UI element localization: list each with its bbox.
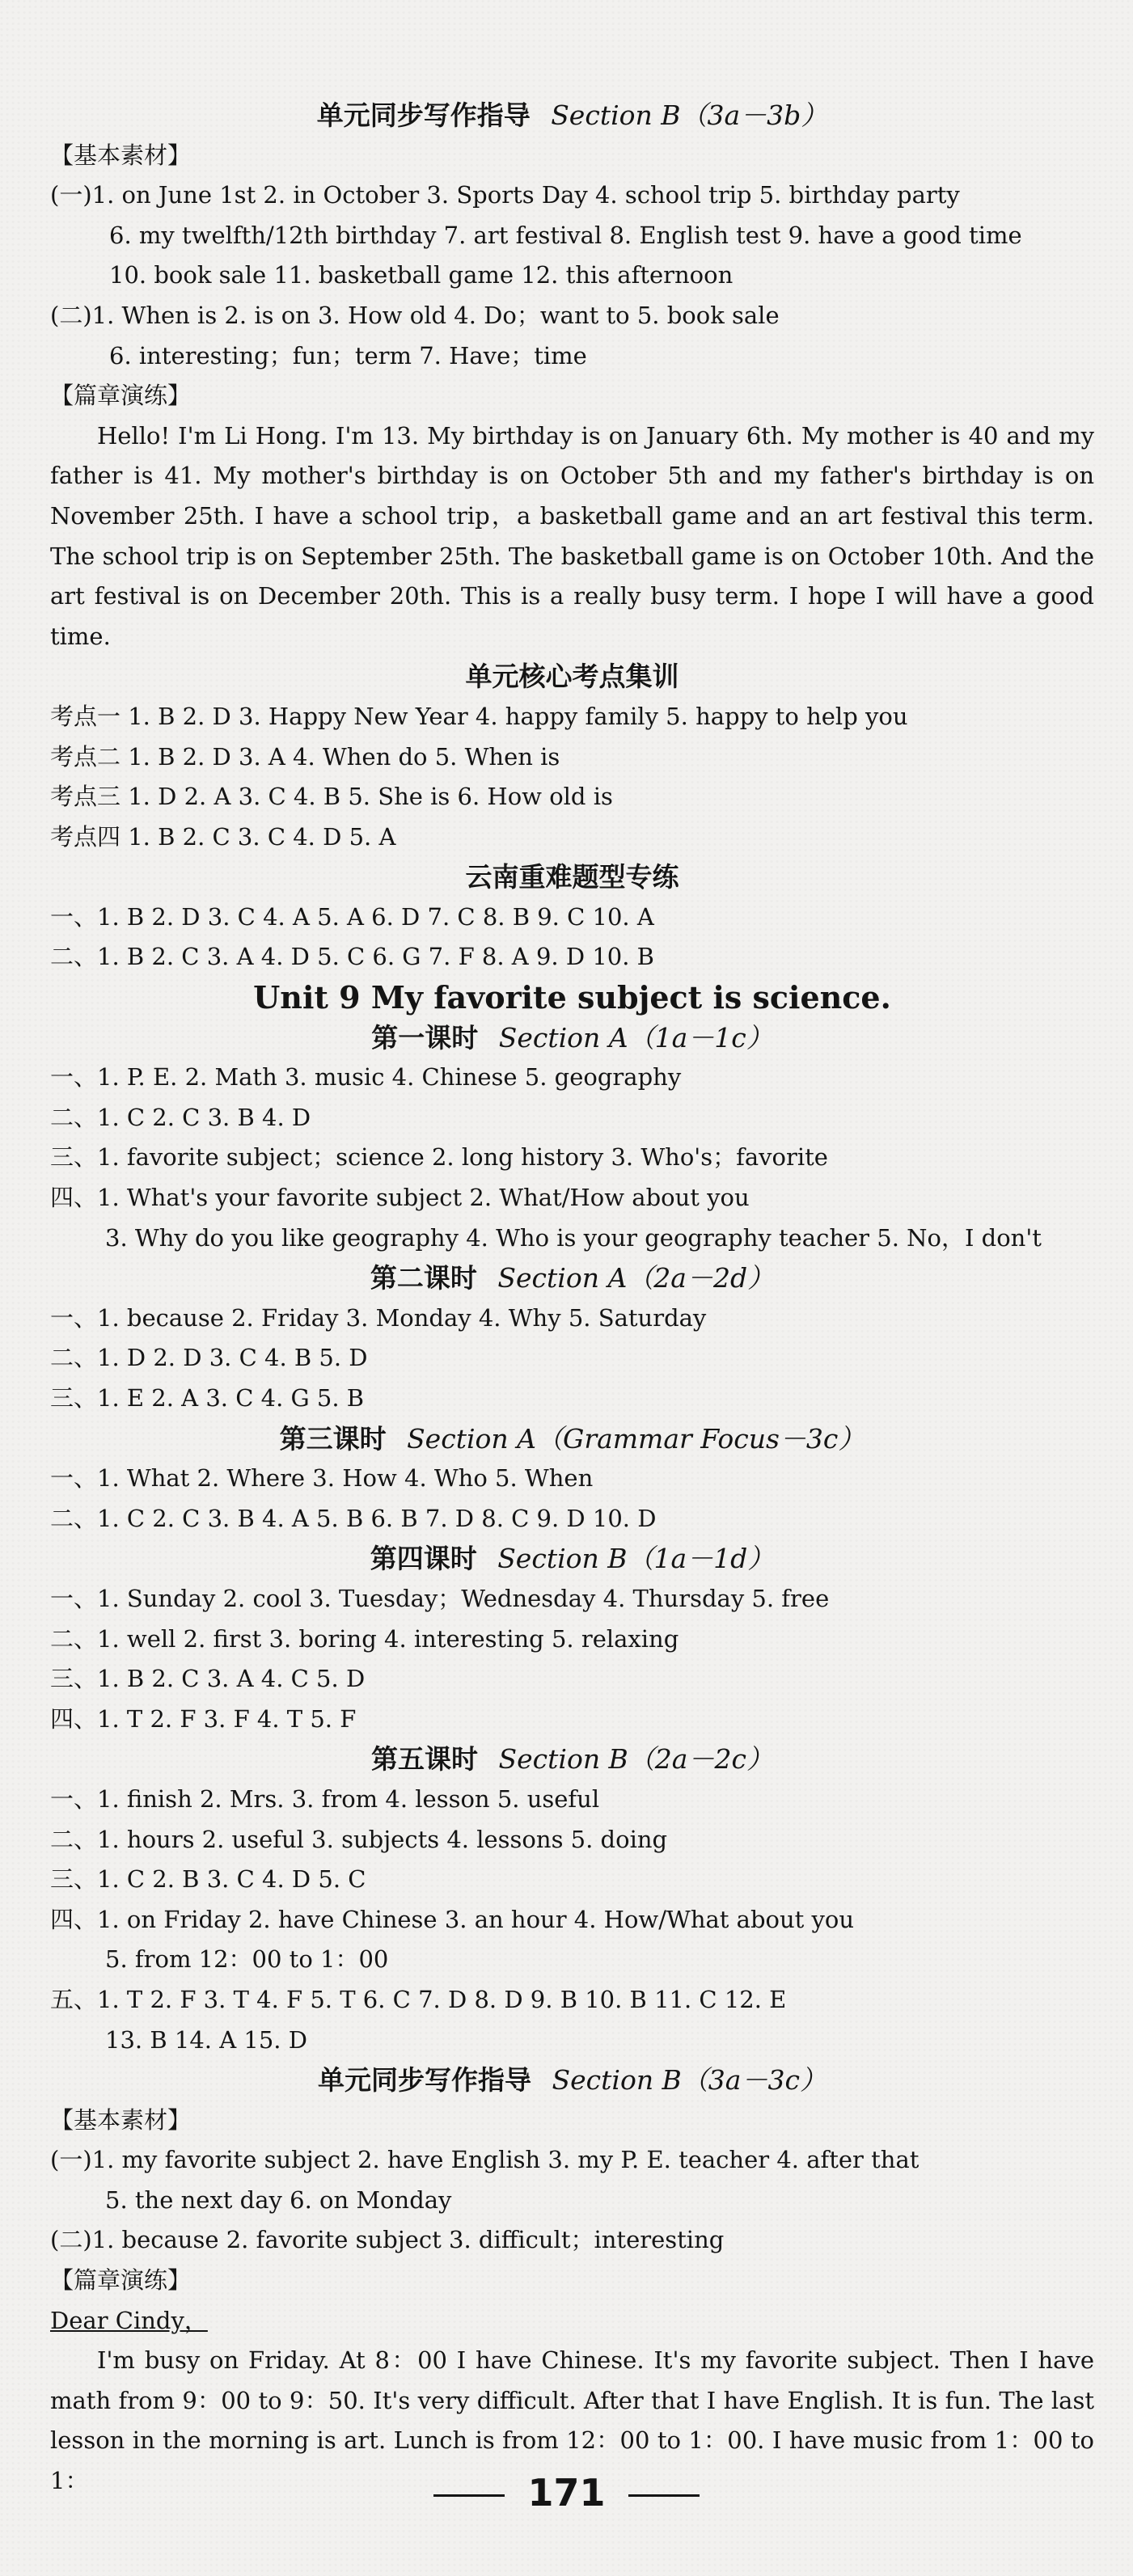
section-title-yunnan-practice: 云南重难题型专练: [465, 861, 679, 893]
answer-line: 一、1. finish 2. Mrs. 3. from 4. lesson 5. useful: [50, 1784, 600, 1813]
essay-label: 【篇章演练】: [50, 382, 192, 410]
lesson-subtitle: Section A（Grammar Focus－3c）: [407, 1422, 865, 1455]
answer-line: 二、1. D 2. D 3. C 4. B 5. D: [50, 1344, 368, 1372]
material-label: 【基本素材】: [50, 141, 192, 169]
salutation: [50, 2301, 1094, 2342]
answer-line: 6. interesting；fun；term 7. Have；time: [109, 341, 587, 370]
lesson-title-text: 第三课时: [279, 1422, 387, 1455]
answer-line: 二、1. C 2. C 3. B 4. A 5. B 6. B 7. D 8. C 9. D 10. D: [50, 1504, 657, 1532]
page-number-text: 171: [527, 2471, 606, 2515]
answer-line: 10. book sale 11. basketball game 12. this afternoon: [109, 261, 733, 289]
answer-line: 一、1. B 2. D 3. C 4. A 5. A 6. D 7. C 8. B 9. C 10. A: [50, 902, 654, 931]
answer-line: 6. my twelfth/12th birthday 7. art festival 8. English test 9. have a good time: [109, 221, 1022, 249]
answer-line: 5. from 12：00 to 1：00: [105, 1945, 389, 1974]
lesson-title-text: 第五课时: [371, 1743, 479, 1776]
lesson-subtitle: Section B（2a－2c）: [498, 1743, 773, 1776]
answer-line: 五、1. T 2. F 3. T 4. F 5. T 6. C 7. D 8. D 9. B 10. B 11. C 12. E: [50, 1985, 787, 2013]
answer-line: 四、1. T 2. F 3. F 4. T 5. F: [50, 1704, 357, 1733]
answer-line: 四、1. What's your favorite subject 2. What/How about you: [50, 1184, 750, 1212]
page-number-dash: [433, 2494, 505, 2497]
essay-label: 【篇章演练】: [50, 2266, 192, 2295]
answer-line: 三、1. favorite subject；science 2. long history 3. Who's；favorite: [50, 1143, 828, 1172]
answer-line: 三、1. B 2. C 3. A 4. C 5. D: [50, 1665, 366, 1693]
lesson-title-text: 第二课时: [370, 1262, 477, 1294]
lesson-subtitle: Section A（1a－1c）: [498, 1021, 773, 1054]
answer-line: 二、1. hours 2. useful 3. subjects 4. lessons 5. doing: [50, 1825, 668, 1853]
lesson-title-text: 第四课时: [370, 1543, 477, 1575]
answer-line: 考点四 1. B 2. C 3. C 4. D 5. A: [50, 822, 396, 851]
answer-line: 三、1. C 2. B 3. C 4. D 5. C: [50, 1865, 366, 1894]
lesson-title-text: 第一课时: [371, 1021, 479, 1054]
answer-line: 5. the next day 6. on Monday: [105, 2185, 452, 2214]
lesson-title: [50, 1539, 1094, 1579]
answer-line: 一、1. because 2. Friday 3. Monday 4. Why 5. Saturday: [50, 1303, 707, 1332]
answer-line: 3. Why do you like geography 4. Who is your geography teacher 5. No，I don't: [105, 1223, 1042, 1252]
section-title-text: 单元同步写作指导: [316, 99, 531, 131]
section-title-writing-guide: [50, 2060, 1094, 2101]
answer-line: 一、1. What 2. Where 3. How 4. Who 5. When: [50, 1464, 594, 1493]
answer-line: (二)1. because 2. favorite subject 3. difficult；interesting: [50, 2226, 725, 2254]
section-title-core-points: 单元核心考点集训: [465, 661, 679, 693]
answer-line: (二)1. When is 2. is on 3. How old 4. Do；want to 5. book sale: [50, 301, 780, 329]
answer-line: 二、1. B 2. C 3. A 4. D 5. C 6. G 7. F 8. A 9. D 10. B: [50, 943, 654, 971]
essay-paragraph: I'm busy on Friday. At 8：00 I have Chinese. It's my favorite subject. Then I have math from 9：00 to 9：50. It's very difficult. After that I have English. It is fun. The last lesson in the morning is art. Lunch is from 12：00 to 1：00. I have music from 1：00 to 1：: [50, 2346, 1094, 2495]
material-label: 【基本素材】: [50, 2105, 192, 2134]
lesson-title: [50, 1258, 1094, 1299]
answer-line: 考点一 1. B 2. D 3. Happy New Year 4. happy family 5. happy to help you: [50, 702, 908, 730]
answer-line: 三、1. E 2. A 3. C 4. G 5. B: [50, 1384, 365, 1412]
answer-line: 二、1. C 2. C 3. B 4. D: [50, 1103, 311, 1131]
page-number: [0, 2471, 1133, 2515]
answer-line: 考点三 1. D 2. A 3. C 4. B 5. She is 6. How old is: [50, 783, 613, 811]
unit-title: Unit 9 My favorite subject is science.: [253, 979, 891, 1016]
answer-line: 四、1. on Friday 2. have Chinese 3. an hour 4. How/What about you: [50, 1905, 855, 1933]
answer-line: (一)1. my favorite subject 2. have English 3. my P. E. teacher 4. after that: [50, 2146, 920, 2174]
section-title-text: 单元同步写作指导: [318, 2064, 532, 2097]
essay-paragraph: Hello! I'm Li Hong. I'm 13. My birthday is on January 6th. My mother is 40 and my father is 41. My mother's birthday is on October 5th and my father's birthday is on November 25th. I have a school trip，a basketball game and an art festival this term. The school trip is on September 25th. The basketball game is on October 10th. And the art festival is on December 20th. This is a really busy term. I hope I will have a good time.: [50, 421, 1094, 650]
lesson-title: [50, 1018, 1094, 1058]
section-subtitle: Section B（3a－3b）: [551, 99, 828, 131]
answer-line: 二、1. well 2. first 3. boring 4. interesting 5. relaxing: [50, 1624, 679, 1653]
answer-line: 一、1. P. E. 2. Math 3. music 4. Chinese 5. geography: [50, 1063, 682, 1092]
answer-line: 一、1. Sunday 2. cool 3. Tuesday；Wednesday 4. Thursday 5. free: [50, 1584, 830, 1612]
section-title-writing-guide: [50, 95, 1094, 136]
lesson-subtitle: Section B（1a－1d）: [497, 1543, 775, 1575]
lesson-subtitle: Section A（2a－2d）: [497, 1262, 775, 1294]
page-number-dash: [628, 2494, 700, 2497]
section-subtitle: Section B（3a－3c）: [552, 2064, 826, 2097]
salutation-text: Dear Cindy，: [50, 2306, 208, 2334]
lesson-title: [50, 1419, 1094, 1459]
answer-line: (一)1. on June 1st 2. in October 3. Sports Day 4. school trip 5. birthday party: [50, 181, 960, 209]
answer-line: 考点二 1. B 2. D 3. A 4. When do 5. When is: [50, 742, 560, 771]
lesson-title: [50, 1739, 1094, 1780]
answer-line: 13. B 14. A 15. D: [105, 2025, 307, 2054]
